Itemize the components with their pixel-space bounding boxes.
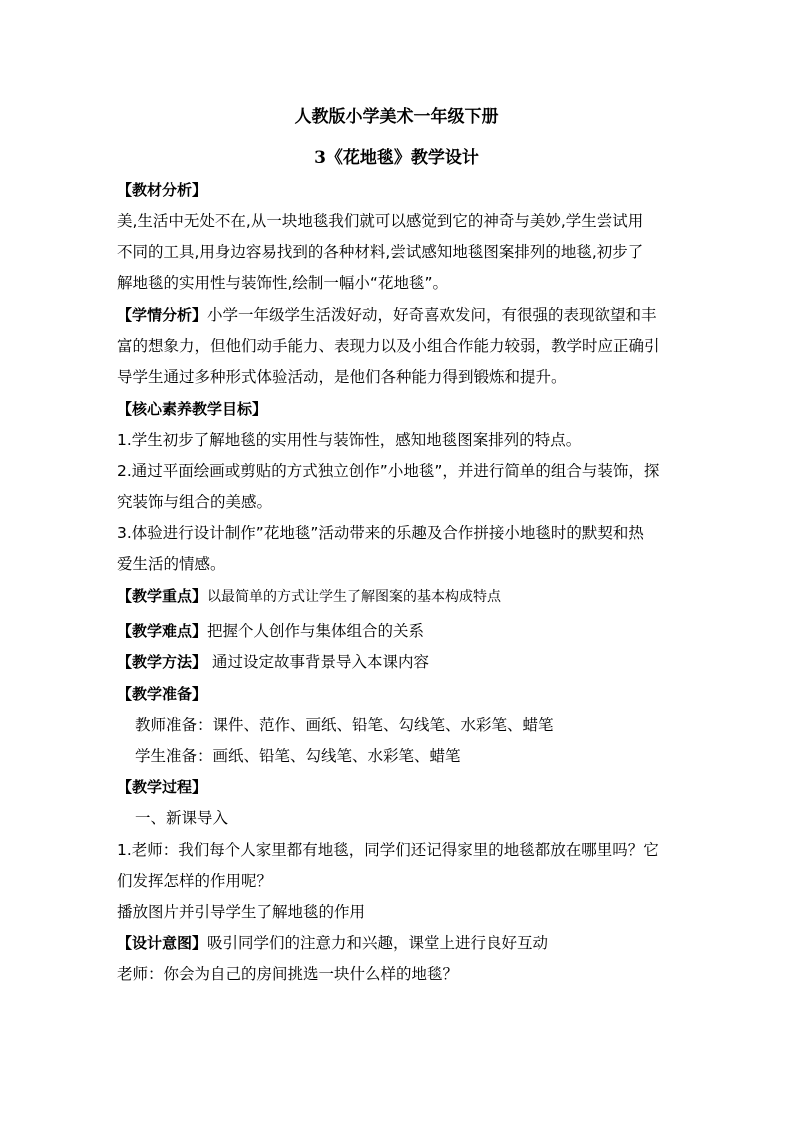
method-line: [117, 652, 677, 672]
key-point-line: [117, 586, 677, 607]
paragraph-line: 不同的工具,用身边容易找到的各种材料,尝试感知地毯图案排列的地毯,初步了: [117, 243, 644, 261]
design-intent-text: 吸引同学们的注意力和兴趣，课堂上进行良好互动: [207, 934, 549, 952]
goal-line: 爱生活的情感。: [117, 555, 226, 573]
process-line: 播放图片并引导学生了解地毯的作用: [117, 903, 366, 921]
section-heading-core-goals: 【核心素养教学目标】: [117, 400, 268, 418]
goal-line: 1.学生初步了解地毯的实用性与装饰性，感知地毯图案排列的特点。: [117, 431, 582, 449]
section-heading-preparation: 【教学准备】: [117, 685, 208, 703]
teacher-preparation: 教师准备：课件、范作、画纸、铅笔、勾线笔、水彩笔、蜡笔: [135, 716, 554, 734]
section-heading-process: 【教学过程】: [117, 778, 208, 796]
goal-line: 2.通过平面绘画或剪贴的方式独立创作”小地毯”，并进行简单的组合与装饰，探: [117, 462, 660, 480]
difficulty-text: 把握个人创作与集体组合的关系: [207, 622, 425, 640]
process-subheading-intro: 一、新课导入: [135, 809, 229, 827]
section-heading-difficulty: 【教学难点】: [117, 622, 208, 640]
document-subtitle: 3《花地毯》教学设计: [314, 148, 479, 168]
student-analysis-line: [117, 305, 677, 325]
design-intent-line: [117, 933, 677, 953]
paragraph-line: 导学生通过多种形式体验活动，是他们各种能力得到锻炼和提升。: [117, 368, 567, 386]
goal-line: 究装饰与组合的美感。: [117, 493, 273, 511]
section-heading-student-analysis: 【学情分析】: [117, 306, 208, 324]
paragraph-text: 小学一年级学生活泼好动，好奇喜欢发问，有很强的表现欲望和丰: [207, 306, 657, 324]
process-line: 1.老师：我们每个人家里都有地毯，同学们还记得家里的地毯都放在哪里吗？它: [117, 841, 659, 859]
section-heading-key-point: 【教学重点】: [117, 587, 208, 605]
process-line: 老师：你会为自己的房间挑选一块什么样的地毯？: [117, 965, 459, 983]
key-point-text: 以最简单的方式让学生了解图案的基本构成特点: [207, 589, 502, 605]
process-line: 们发挥怎样的作用呢？: [117, 872, 273, 890]
document-title: 人教版小学美术一年级下册: [294, 107, 499, 127]
section-heading-design-intent: 【设计意图】: [117, 934, 208, 952]
section-heading-textbook-analysis: 【教材分析】: [117, 181, 208, 199]
paragraph-line: 富的想象力，但他们动手能力、表现力以及小组合作能力较弱，教学时应正确引: [117, 337, 660, 355]
section-heading-method: 【教学方法】: [117, 653, 208, 671]
paragraph-line: 解地毯的实用性与装饰性,绘制一幅小“花地毯”。: [117, 274, 448, 292]
difficulty-line: [117, 621, 677, 641]
student-preparation: 学生准备：画纸、铅笔、勾线笔、水彩笔、蜡笔: [135, 747, 461, 765]
paragraph-line: 美,生活中无处不在,从一块地毯我们就可以感觉到它的神奇与美妙,学生尝试用: [117, 212, 644, 230]
method-text: 通过设定故事背景导入本课内容: [207, 653, 429, 671]
goal-line: 3.体验进行设计制作”花地毯”活动带来的乐趣及合作拼接小地毯时的默契和热: [117, 524, 644, 542]
